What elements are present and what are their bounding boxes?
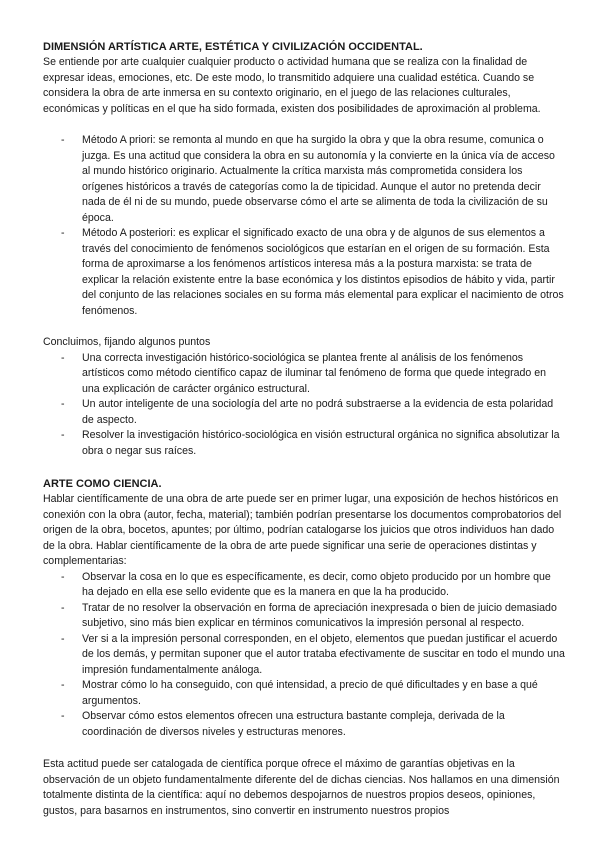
operations-list	[43, 570, 565, 741]
closing-paragraph: Esta actitud puede ser catalogada de científica porque ofrece el máximo de garantías objetivas en la observación de un objeto fundamentalmente diferente del de dichas ciencias. Nos hallamos en una dimensión totalmente distinta de la científica: aquí no debemos despojarnos de nuestros propios deseos, opiniones, gustos, para basarnos en instrumentos, sino convertir en instrumento nuestros propios	[43, 758, 560, 817]
list-item: - Tratar de no resolver la observación en forma de apreciación inexpresada o bien de juicio demasiado subjetivo, sino más bien explicar en términos comunicativos la impresión personal al respecto.	[82, 601, 565, 632]
conclusions-list	[43, 351, 565, 460]
section-heading-dimension-artistica: DIMENSIÓN ARTÍSTICA ARTE, ESTÉTICA Y CIVILIZACIÓN OCCIDENTAL.	[43, 41, 423, 53]
section-heading-arte-como-ciencia: ARTE COMO CIENCIA.	[43, 478, 162, 490]
list-item: - Método A posteriori: es explicar el significado exacto de una obra y de algunos de sus elementos a través del conocimiento de fenómenos sociológicos que estarían en el origen de su formación. Esta forma de aproximarse a los fenómenos artísticos interesa más a la postura marxista: se trata de explicar la relación existente entre la base económica y los distintos episodios de hábito y vida, partir del conjunto de las relaciones sociales en su forma más elemental para explicar el nacimiento de otros fenómenos.	[82, 226, 565, 319]
list-item: - Observar cómo estos elementos ofrecen una estructura bastante compleja, derivada de la coordinación de diversos niveles y estructuras menores.	[82, 709, 565, 740]
methods-list	[43, 133, 565, 319]
list-item: - Un autor inteligente de una sociología del arte no podrá substraerse a la evidencia de esta polaridad de aspecto.	[82, 397, 565, 428]
document-page	[43, 40, 565, 819]
conclusion-intro: Concluimos, fijando algunos puntos	[43, 336, 211, 348]
list-item: - Una correcta investigación histórico-sociológica se plantea frente al análisis de los fenómenos artísticos como método científico capaz de iluminar tal fenómeno de forma que quede integrado en una explicación de carácter orgánico estructural.	[82, 351, 565, 398]
list-item: - Mostrar cómo lo ha conseguido, con qué intensidad, a precio de qué dificultades y en base a qué argumentos.	[82, 678, 565, 709]
intro-paragraph: Se entiende por arte cualquier cualquier producto o actividad humana que se realiza con la finalidad de expresar ideas, emociones, etc. De este modo, lo transmitido adquiere una cualidad estética. Cuando se considera la obra de arte inmersa en su contexto originario, en el juego de las relaciones culturales, económicas y políticas en el que ha sido formada, existen dos posibilidades de aproximación al problema.	[43, 56, 541, 115]
science-intro-paragraph: Hablar científicamente de una obra de arte puede ser en primer lugar, una exposición de hechos históricos en conexión con la obra (autor, fecha, material); también podrían presentarse los documentos comprobatorios del origen de la obra, bocetos, apuntes; por último, podrían catalogarse los juicios que otros individuos han dado de la obra. Hablar científicamente de la obra de arte puede significar una serie de operaciones distintas y complementarias:	[43, 493, 562, 567]
list-item: - Observar la cosa en lo que es específicamente, es decir, como objeto producido por un hombre que ha dejado en ella ese sello evidente que es la manera en que la ha producido.	[82, 570, 565, 601]
list-item: - Método A priori: se remonta al mundo en que ha surgido la obra y que la obra resume, comunica o juzga. Es una actitud que considera la obra en su autonomía y la convierte en la única vía de acceso al mundo histórico originario. Actualmente la crítica marxista más comprometida considera los orígenes históricos a través de categorías como la de tipicidad. Aunque el autor no pretenda decir nada de él ni de su mundo, puede observarse cómo el arte se alimenta de toda la civilización de su época.	[82, 133, 565, 226]
list-item: - Resolver la investigación histórico-sociológica en visión estructural orgánica no significa absolutizar la obra o negar sus raíces.	[82, 428, 565, 459]
list-item: - Ver si a la impresión personal corresponden, en el objeto, elementos que puedan justificar el acuerdo de los demás, y permitan suponer que el autor trataba efectivamente de suscitar en todo el mundo una impresión fundamentalmente análoga.	[82, 632, 565, 679]
